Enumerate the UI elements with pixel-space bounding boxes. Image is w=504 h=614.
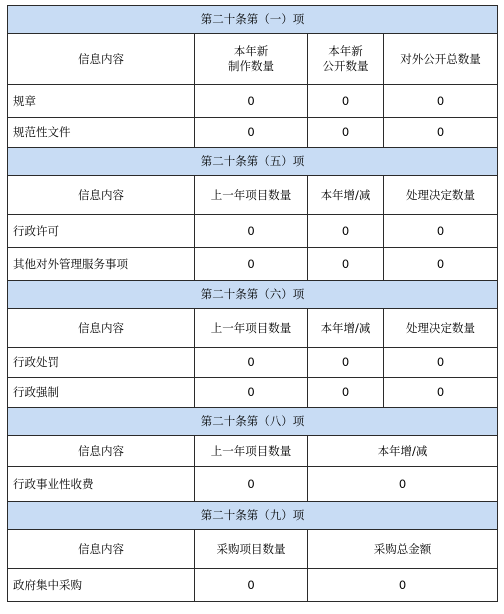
row-label: 行政处罚 bbox=[8, 348, 195, 378]
table-row bbox=[8, 569, 498, 602]
cell-value: 0 bbox=[195, 248, 308, 281]
section-title: 第二十条第（五）项 bbox=[8, 148, 498, 176]
column-header: 本年增/减 bbox=[308, 436, 498, 467]
section-title: 第二十条第（六）项 bbox=[8, 281, 498, 309]
section-title: 第二十条第（一）项 bbox=[8, 6, 498, 34]
column-header-row bbox=[8, 436, 498, 467]
row-label: 其他对外管理服务事项 bbox=[8, 248, 195, 281]
column-header bbox=[308, 34, 384, 85]
row-label: 行政许可 bbox=[8, 215, 195, 248]
cell-value: 0 bbox=[384, 118, 498, 148]
table-row bbox=[8, 118, 498, 148]
section-header bbox=[8, 148, 498, 176]
section-header bbox=[8, 502, 498, 530]
row-label: 行政事业性收费 bbox=[8, 467, 195, 502]
table-row bbox=[8, 348, 498, 378]
cell-value: 0 bbox=[308, 378, 384, 408]
column-header: 信息内容 bbox=[8, 176, 195, 215]
section-title: 第二十条第（八）项 bbox=[8, 408, 498, 436]
column-header: 上一年项目数量 bbox=[195, 309, 308, 348]
cell-value: 0 bbox=[195, 378, 308, 408]
table-row bbox=[8, 248, 498, 281]
cell-value: 0 bbox=[308, 118, 384, 148]
cell-value: 0 bbox=[384, 348, 498, 378]
column-header: 本年增/减 bbox=[308, 176, 384, 215]
column-header: 信息内容 bbox=[8, 436, 195, 467]
cell-value: 0 bbox=[308, 215, 384, 248]
row-label: 政府集中采购 bbox=[8, 569, 195, 602]
column-header: 采购项目数量 bbox=[195, 530, 308, 569]
cell-value: 0 bbox=[195, 118, 308, 148]
cell-value: 0 bbox=[308, 467, 498, 502]
cell-value: 0 bbox=[195, 85, 308, 118]
row-label: 规章 bbox=[8, 85, 195, 118]
column-header: 上一年项目数量 bbox=[195, 436, 308, 467]
section-header bbox=[8, 6, 498, 34]
section-header bbox=[8, 281, 498, 309]
row-label: 行政强制 bbox=[8, 378, 195, 408]
column-header: 信息内容 bbox=[8, 309, 195, 348]
cell-value: 0 bbox=[195, 467, 308, 502]
cell-value: 0 bbox=[195, 215, 308, 248]
column-header: 上一年项目数量 bbox=[195, 176, 308, 215]
column-header-row bbox=[8, 34, 498, 85]
cell-value: 0 bbox=[308, 348, 384, 378]
column-header-line: 本年新 公开数量 bbox=[322, 44, 369, 73]
cell-value: 0 bbox=[308, 85, 384, 118]
cell-value: 0 bbox=[195, 569, 308, 602]
cell-value: 0 bbox=[195, 348, 308, 378]
column-header-row bbox=[8, 176, 498, 215]
cell-value: 0 bbox=[384, 378, 498, 408]
column-header: 处理决定数量 bbox=[384, 176, 498, 215]
column-header-row bbox=[8, 309, 498, 348]
row-label: 规范性文件 bbox=[8, 118, 195, 148]
cell-value: 0 bbox=[384, 215, 498, 248]
cell-value: 0 bbox=[308, 569, 498, 602]
table-row bbox=[8, 467, 498, 502]
section-header bbox=[8, 408, 498, 436]
column-header: 信息内容 bbox=[8, 530, 195, 569]
column-header-line: 本年新 制作数量 bbox=[228, 44, 274, 73]
column-header: 对外公开总数量 bbox=[384, 34, 498, 85]
column-header bbox=[195, 34, 308, 85]
table-row bbox=[8, 85, 498, 118]
column-header: 采购总金额 bbox=[308, 530, 498, 569]
column-header: 本年增/减 bbox=[308, 309, 384, 348]
section-title: 第二十条第（九）项 bbox=[8, 502, 498, 530]
table-row bbox=[8, 378, 498, 408]
cell-value: 0 bbox=[308, 248, 384, 281]
disclosure-statistics-table bbox=[7, 5, 498, 602]
column-header: 处理决定数量 bbox=[384, 309, 498, 348]
column-header: 信息内容 bbox=[8, 34, 195, 85]
table-row bbox=[8, 215, 498, 248]
cell-value: 0 bbox=[384, 248, 498, 281]
cell-value: 0 bbox=[384, 85, 498, 118]
column-header-row bbox=[8, 530, 498, 569]
